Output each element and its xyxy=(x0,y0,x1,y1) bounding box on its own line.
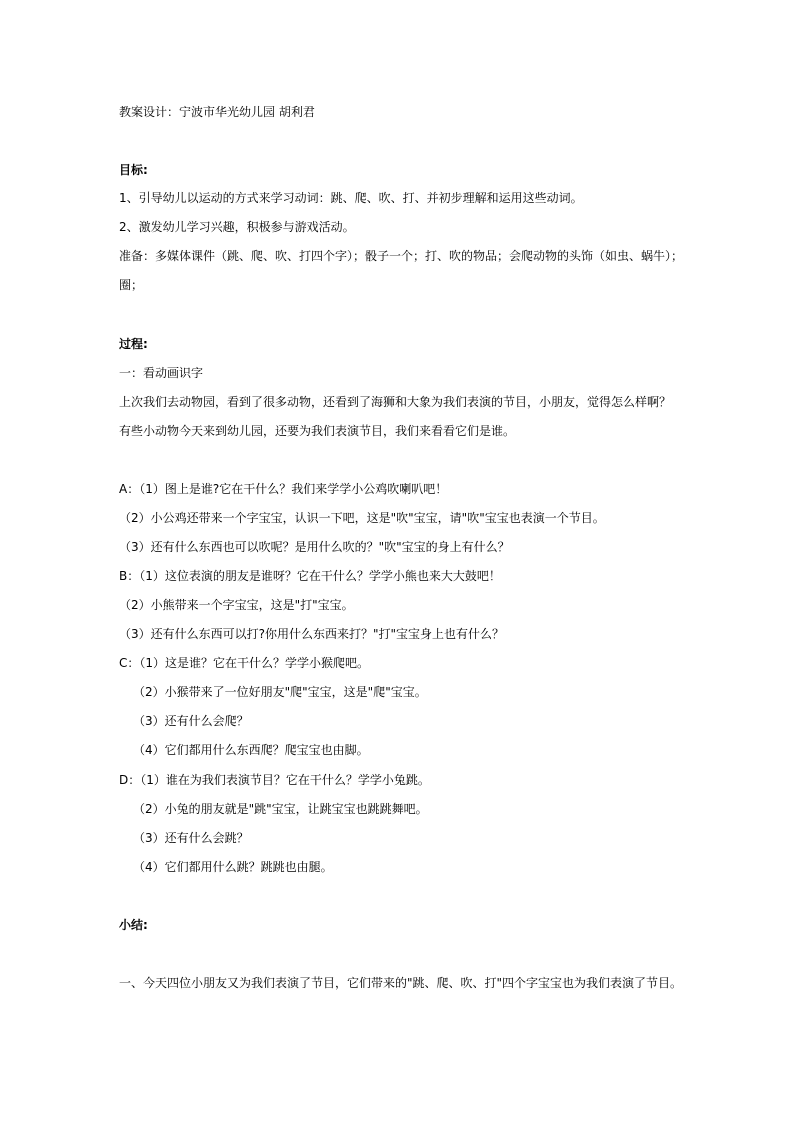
intro-paragraph-2: 有些小动物今天来到幼儿园，还要为我们表演节目，我们来看看它们是谁。 xyxy=(119,424,516,438)
section-c-item-4: （4）它们都用什么东西爬？爬宝宝也由脚。 xyxy=(133,743,369,757)
section-a-item-3: （3）还有什么东西也可以吹呢？是用什么吹的？"吹"宝宝的身上有什么？ xyxy=(119,540,510,554)
goal-item-1: 1、引导幼儿以运动的方式来学习动词：跳、爬、吹、打、并初步理解和运用这些动词。 xyxy=(119,191,583,205)
preparation-line-1: 准备：多媒体课件（跳、爬、吹、打四个字）；骰子一个；打、吹的物品；会爬动物的头饰（如虫、蜗牛）； xyxy=(119,249,684,263)
section-c-item-2: （2）小猴带来了一位好朋友"爬"宝宝，这是"爬"宝宝。 xyxy=(133,685,427,699)
summary-line-1: 一、今天四位小朋友又为我们表演了节目，它们带来的"跳、爬、吹、打"四个字宝宝也为我们表演了节目。 xyxy=(119,976,683,990)
goal-item-2: 2、激发幼儿学习兴趣，积极参与游戏活动。 xyxy=(119,220,355,234)
section-c-item-1: C：（1）这是谁？它在干什么？学学小猴爬吧。 xyxy=(119,656,370,670)
preparation-line-2: 圈； xyxy=(119,278,144,292)
process-heading: 过程: xyxy=(119,337,148,351)
section-b-item-2: （2）小熊带来一个字宝宝，这是"打"宝宝。 xyxy=(119,598,354,612)
summary-heading: 小结: xyxy=(119,918,148,932)
section-d-item-4: （4）它们都用什么跳？跳跳也由腿。 xyxy=(133,860,333,874)
intro-paragraph-1: 上次我们去动物园，看到了很多动物，还看到了海狮和大象为我们表演的节目，小朋友，觉得怎么样啊？ xyxy=(119,395,672,409)
section-d-item-3: （3）还有什么会跳？ xyxy=(133,831,249,845)
section-d-item-1: D：（1）谁在为我们表演节目？它在干什么？学学小兔跳。 xyxy=(119,773,430,787)
section-a-item-1: A：（1）图上是谁?它在干什么？我们来学学小公鸡吹喇叭吧！ xyxy=(119,482,448,496)
author-line: 教案设计：宁波市华光幼儿园 胡利君 xyxy=(119,105,315,119)
process-subheading: 一：看动画识字 xyxy=(119,366,204,380)
section-c-item-3: （3）还有什么会爬？ xyxy=(133,714,249,728)
section-b-item-1: B：（1）这位表演的朋友是谁呀？它在干什么？学学小熊也来大大鼓吧！ xyxy=(119,569,501,583)
section-b-item-3: （3）还有什么东西可以打?你用什么东西来打？"打"宝宝身上也有什么？ xyxy=(119,627,505,641)
section-d-item-2: （2）小兔的朋友就是"跳"宝宝，让跳宝宝也跳跳舞吧。 xyxy=(133,802,428,816)
section-a-item-2: （2）小公鸡还带来一个字宝宝，认识一下吧，这是"吹"宝宝，请"吹"宝宝也表演一个节目。 xyxy=(119,511,605,525)
goals-heading: 目标: xyxy=(119,163,148,177)
